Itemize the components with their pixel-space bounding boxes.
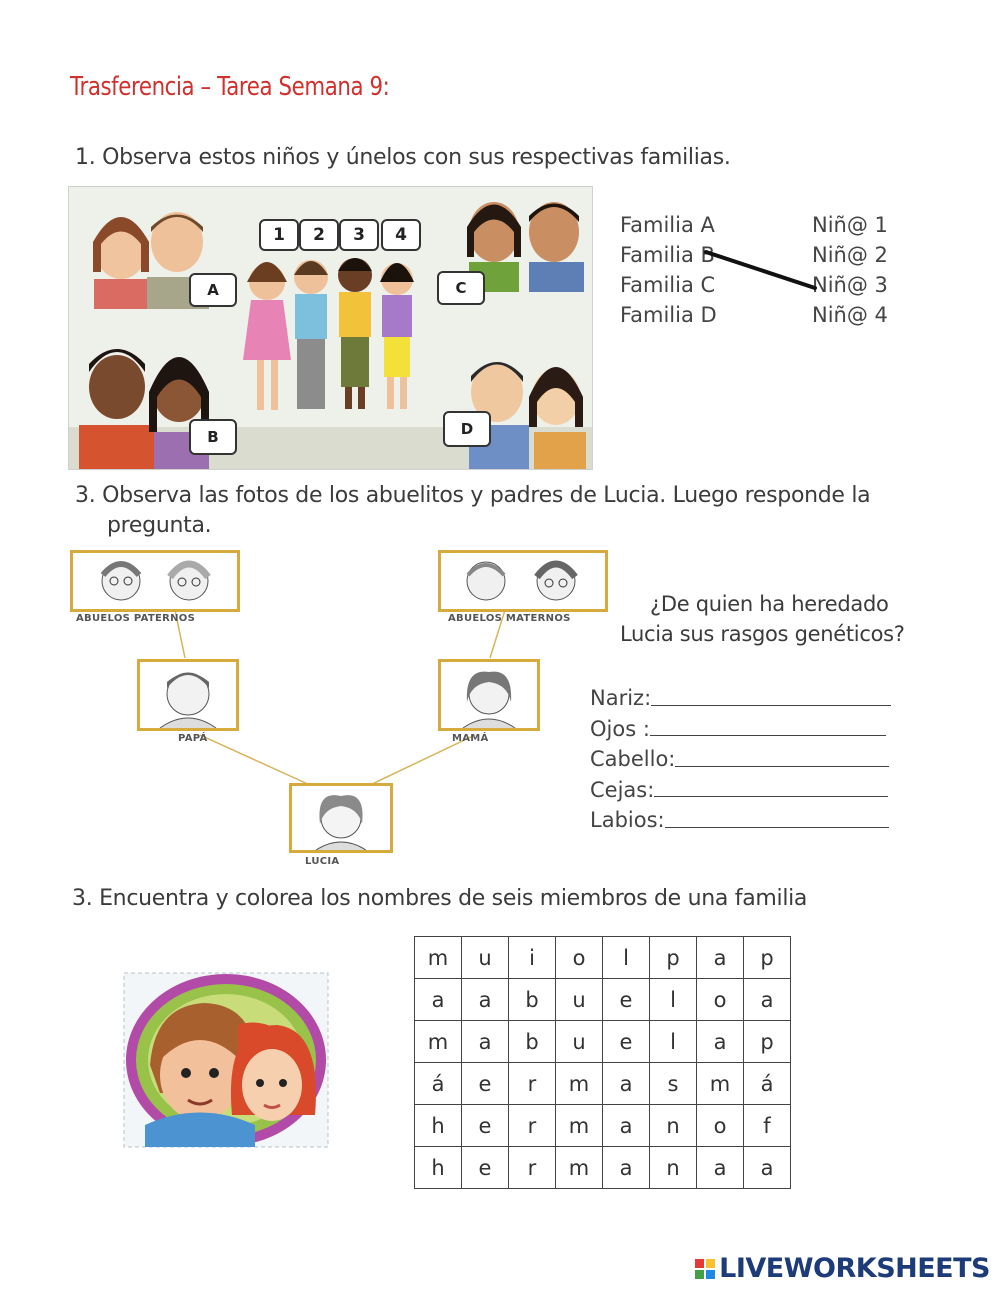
grid-cell[interactable]: l [603,937,650,979]
trait-ojos-label: Ojos : [590,716,650,741]
grid-cell[interactable]: e [462,1105,509,1147]
child-number-4: 4 [381,219,421,251]
grid-cell[interactable]: u [462,937,509,979]
grid-cell[interactable]: a [603,1063,650,1105]
child-number-2: 2 [299,219,339,251]
grid-cell[interactable]: s [650,1063,697,1105]
liveworksheets-logo-icon [695,1259,715,1279]
liveworksheets-logo [695,1253,990,1284]
grid-cell[interactable]: u [556,979,603,1021]
trait-cabello-label: Cabello: [590,747,676,771]
traits-list [590,683,891,836]
grid-cell[interactable]: n [650,1147,697,1189]
grid-cell[interactable]: m [697,1063,744,1105]
question-3-text: 3. Encuentra y colorea los nombres de seis miembros de una familia [72,886,808,911]
grid-cell[interactable]: m [556,1063,603,1105]
grid-cell[interactable]: a [744,1147,791,1189]
grid-cell[interactable]: a [603,1105,650,1147]
family-portrait-illustration [120,965,332,1155]
grid-cell[interactable]: h [415,1105,462,1147]
grid-cell[interactable]: r [509,1147,556,1189]
child-4[interactable]: Niñ@ 4 [812,303,888,327]
caption-mom: MAMÁ [452,733,489,744]
grid-cell[interactable]: f [744,1105,791,1147]
trait-nariz-field[interactable] [651,683,891,706]
families-illustration [68,186,593,470]
worksheet-title: Trasferencia – Tarea Semana 9: [70,72,390,102]
question-2-line2: Lucia sus rasgos genéticos? [620,622,905,646]
grid-cell[interactable]: e [603,979,650,1021]
grid-cell[interactable]: o [556,937,603,979]
grid-cell[interactable]: p [650,937,697,979]
grid-cell[interactable]: r [509,1105,556,1147]
grid-cell[interactable]: r [509,1063,556,1105]
caption-lucia: LUCIA [305,856,340,867]
grid-cell[interactable]: a [744,979,791,1021]
grid-cell[interactable]: i [509,937,556,979]
word-search-grid [414,936,791,1189]
family-label-d: D [443,411,491,447]
grid-cell[interactable]: á [744,1063,791,1105]
grid-row [415,1147,791,1189]
family-label-b: B [189,419,237,455]
grid-cell[interactable]: n [650,1105,697,1147]
grid-cell[interactable]: a [697,1147,744,1189]
question-2-line1: ¿De quien ha heredado [650,592,889,616]
trait-cejas-label: Cejas: [590,777,655,802]
grid-row [415,1021,791,1063]
child-1[interactable]: Niñ@ 1 [812,213,888,237]
question-2-text-line2: pregunta. [107,513,212,538]
lucia-photo [289,783,393,853]
grid-cell[interactable]: l [650,1021,697,1063]
question-2-text-line1: 3. Observa las fotos de los abuelitos y padres de Lucia. Luego responde la [75,483,871,508]
grid-cell[interactable]: b [509,1021,556,1063]
maternal-grandparents-photo [438,550,608,612]
grid-cell[interactable]: a [603,1147,650,1189]
grid-cell[interactable]: p [744,937,791,979]
family-d[interactable]: Familia D [620,303,717,327]
dad-photo [137,659,239,731]
trait-cejas-field[interactable] [654,775,888,798]
grid-cell[interactable]: m [415,937,462,979]
question-1-text: 1. Observa estos niños y únelos con sus respectivas familias. [75,145,731,170]
grid-cell[interactable]: e [462,1147,509,1189]
grid-cell[interactable]: o [697,979,744,1021]
trait-nariz-label: Nariz: [590,686,652,710]
grid-cell[interactable]: a [415,979,462,1021]
trait-cabello-field[interactable] [675,744,889,767]
caption-maternal: ABUELOS MATERNOS [448,613,571,624]
grid-cell[interactable]: a [697,1021,744,1063]
mom-photo [438,659,540,731]
grid-cell[interactable]: á [415,1063,462,1105]
grid-row [415,937,791,979]
grid-cell[interactable]: e [462,1063,509,1105]
caption-paternal: ABUELOS PATERNOS [76,613,196,624]
trait-labios-field[interactable] [665,805,889,828]
grid-cell[interactable]: m [556,1147,603,1189]
trait-ojos-field[interactable] [650,714,886,737]
grid-cell[interactable]: u [556,1021,603,1063]
grid-cell[interactable]: o [697,1105,744,1147]
family-label-a: A [189,273,237,307]
grid-cell[interactable]: m [556,1105,603,1147]
grid-cell[interactable]: b [509,979,556,1021]
grid-cell[interactable]: p [744,1021,791,1063]
grid-cell[interactable]: a [462,1021,509,1063]
match-line[interactable] [620,210,900,340]
grid-cell[interactable]: l [650,979,697,1021]
grid-cell[interactable]: a [697,937,744,979]
grid-row [415,979,791,1021]
child-number-3: 3 [339,219,379,251]
family-a[interactable]: Familia A [620,213,715,237]
grid-cell[interactable]: e [603,1021,650,1063]
caption-dad: PAPÁ [178,733,208,744]
child-2[interactable]: Niñ@ 2 [812,243,888,267]
grid-cell[interactable]: h [415,1147,462,1189]
grid-cell[interactable]: a [462,979,509,1021]
child-3[interactable]: Niñ@ 3 [812,273,888,297]
family-c[interactable]: Familia C [620,273,716,297]
brand-name: LIVEWORKSHEETS [719,1253,990,1284]
grid-cell[interactable]: m [415,1021,462,1063]
paternal-grandparents-photo [70,550,240,612]
grid-row [415,1063,791,1105]
grid-row [415,1105,791,1147]
child-number-1: 1 [259,219,299,251]
trait-labios-label: Labios: [590,808,665,832]
family-label-c: C [437,271,485,305]
family-b[interactable]: Familia B [620,243,715,267]
